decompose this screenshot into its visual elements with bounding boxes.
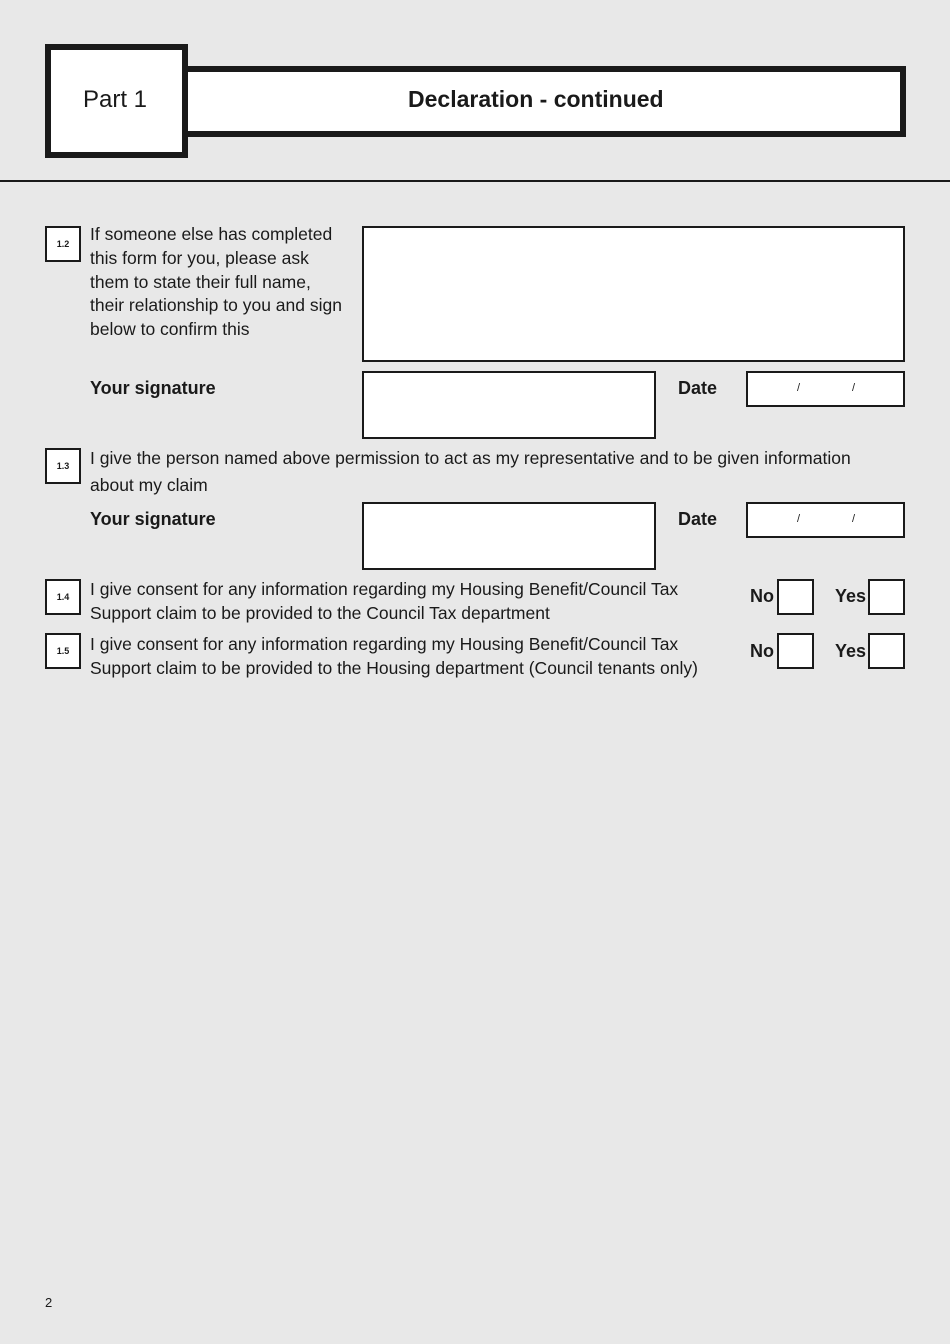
- part-label: Part 1: [83, 86, 148, 113]
- header-divider: [0, 180, 950, 182]
- question-number-1-2: 1.2: [45, 226, 81, 262]
- date-separator: /: [797, 382, 801, 394]
- question-number-1-3: 1.3: [45, 448, 81, 484]
- question-1-4-text: [90, 578, 740, 626]
- yes-checkbox-1-4[interactable]: [868, 579, 905, 615]
- date-separator: /: [797, 513, 801, 525]
- text-line: Support claim to be provided to the Housing department (Council tenants only): [90, 657, 698, 678]
- date-label: Date: [678, 509, 718, 529]
- yes-label: Yes: [835, 641, 867, 661]
- text-line: them to state their full name,: [90, 271, 311, 292]
- question-1-5-text: [90, 633, 740, 681]
- text-line: I give consent for any information regarding my Housing Benefit/Council Tax: [90, 634, 679, 654]
- text-line: If someone else has completed: [90, 224, 333, 244]
- signature-field-1-2[interactable]: [362, 371, 656, 439]
- yes-label: Yes: [835, 586, 867, 606]
- question-number-1-5: 1.5: [45, 633, 81, 669]
- signature-field-1-3[interactable]: [362, 502, 656, 570]
- page-title: Declaration - continued: [408, 86, 664, 112]
- text-line: this form for you, please ask: [90, 247, 309, 268]
- no-label: No: [750, 586, 774, 606]
- text-line: I give the person named above permission to act as my representative and to be given information: [90, 448, 851, 468]
- date-label: Date: [678, 378, 718, 398]
- text-line: I give consent for any information regarding my Housing Benefit/Council Tax: [90, 579, 679, 599]
- no-checkbox-1-4[interactable]: [777, 579, 814, 615]
- text-line: Support claim to be provided to the Council Tax department: [90, 602, 550, 623]
- text-line: about my claim: [90, 475, 208, 495]
- no-label: No: [750, 641, 774, 661]
- page-number: 2: [45, 1295, 53, 1310]
- text-line: below to confirm this: [90, 319, 250, 340]
- yes-checkbox-1-5[interactable]: [868, 633, 905, 669]
- question-1-2-text: [90, 223, 355, 342]
- signature-label: Your signature: [90, 509, 216, 529]
- representative-name-field[interactable]: [362, 226, 905, 362]
- text-line: their relationship to you and sign: [90, 295, 342, 316]
- date-separator: /: [852, 513, 856, 525]
- question-1-3-text: [90, 445, 930, 499]
- date-separator: /: [852, 382, 856, 394]
- signature-label: Your signature: [90, 378, 216, 398]
- no-checkbox-1-5[interactable]: [777, 633, 814, 669]
- date-field-1-3[interactable]: [746, 502, 905, 538]
- date-field-1-2[interactable]: [746, 371, 905, 407]
- question-number-1-4: 1.4: [45, 579, 81, 615]
